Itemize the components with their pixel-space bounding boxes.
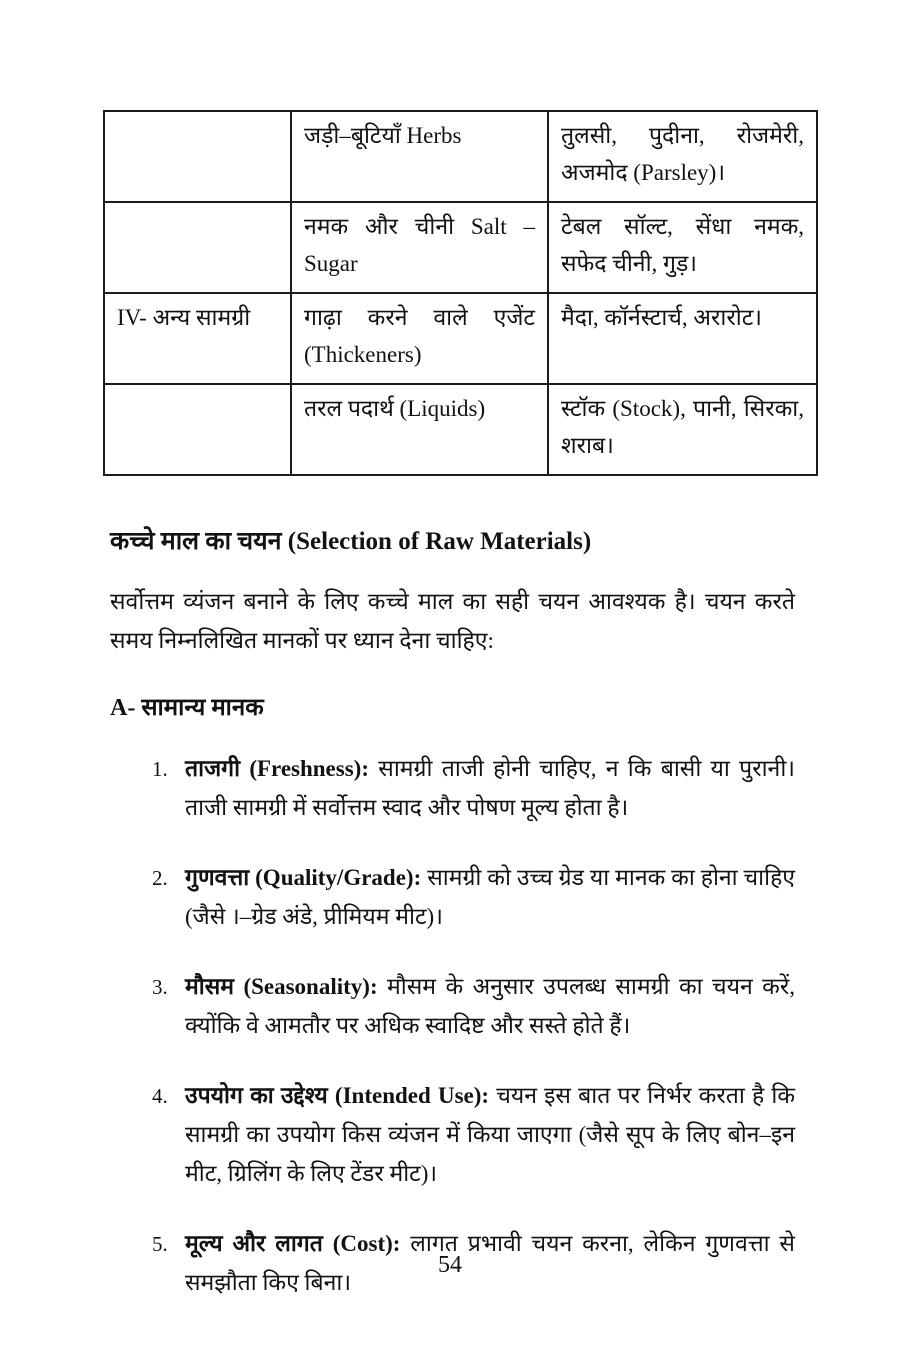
list-item-number: 2. xyxy=(152,866,168,890)
list-item-lead: गुणवत्ता (Quality/Grade): xyxy=(185,865,422,890)
list-item-number: 4. xyxy=(152,1084,168,1108)
table-cell-type: तरल पदार्थ (Liquids) xyxy=(291,384,548,475)
section-content xyxy=(110,526,795,1302)
criteria-list xyxy=(110,749,795,1302)
list-item-text: मौसम के अनुसार उपलब्ध सामग्री का चयन करें, क्योंकि वे आमतौर पर अधिक स्वादिष्ट और सस्ते होते हैं। xyxy=(185,974,795,1038)
table-cell-examples: स्टॉक (Stock), पानी, सिरका, शराब। xyxy=(548,384,817,475)
list-item xyxy=(152,858,795,936)
list-item-lead: मौसम (Seasonality): xyxy=(185,974,378,999)
list-item-text: लागत प्रभावी चयन करना, लेकिन गुणवत्ता से समझौता किए बिना। xyxy=(185,1231,795,1295)
list-item-text: सामग्री को उच्च ग्रेड या मानक का होना चाहिए (जैसे ।–ग्रेड अंडे, प्रीमियम मीट)। xyxy=(185,865,796,929)
list-item xyxy=(152,1076,795,1193)
table-cell-category: IV- अन्य सामग्री xyxy=(104,293,291,384)
table-row xyxy=(104,384,817,475)
intro-paragraph: सर्वोत्तम व्यंजन बनाने के लिए कच्चे माल का सही चयन आवश्यक है। चयन करते समय निम्नलिखित मानकों पर ध्यान देना चाहिए: xyxy=(110,589,795,653)
list-item xyxy=(152,749,795,827)
table-cell-category xyxy=(104,384,291,475)
list-item-lead: उपयोग का उद्देश्य (Intended Use): xyxy=(185,1083,490,1108)
table-cell-examples: मैदा, कॉर्नस्टार्च, अरारोट। xyxy=(548,293,817,384)
table-row xyxy=(104,293,817,384)
list-item-number: 5. xyxy=(152,1232,168,1256)
list-item-text: चयन इस बात पर निर्भर करता है कि सामग्री का उपयोग किस व्यंजन में किया जाएगा (जैसे सूप के लिए बोन–इन मीट, ग्रिलिंग के लिए टेंडर मीट)। xyxy=(185,1083,796,1186)
table-cell-type: नमक और चीनी Salt – Sugar xyxy=(291,202,548,293)
table-cell-type: जड़ी–बूटियाँ Herbs xyxy=(291,111,548,202)
page-number: 54 xyxy=(438,1252,462,1278)
list-item-lead: मूल्य और लागत (Cost): xyxy=(185,1231,401,1256)
table-row xyxy=(104,111,817,202)
ingredients-table xyxy=(103,110,818,476)
subsection-heading: A- सामान्य मानक xyxy=(110,695,264,721)
list-item-lead: ताजगी (Freshness): xyxy=(185,756,369,781)
table-cell-examples: टेबल सॉल्ट, सेंधा नमक, सफेद चीनी, गुड़। xyxy=(548,202,817,293)
list-item-number: 3. xyxy=(152,975,168,999)
table-row xyxy=(104,202,817,293)
table-cell-category xyxy=(104,202,291,293)
table-cell-category xyxy=(104,111,291,202)
table-cell-type: गाढ़ा करने वाले एजेंट (Thickeners) xyxy=(291,293,548,384)
section-heading: कच्चे माल का चयन (Selection of Raw Materials) xyxy=(110,528,592,555)
table-cell-examples: तुलसी, पुदीना, रोजमेरी, अजमोद (Parsley)। xyxy=(548,111,817,202)
list-item xyxy=(152,967,795,1045)
list-item-text: सामग्री ताजी होनी चाहिए, न कि बासी या पुरानी। ताजी सामग्री में सर्वोत्तम स्वाद और पोषण मूल्य होता है। xyxy=(185,756,795,820)
list-item-number: 1. xyxy=(152,757,168,781)
